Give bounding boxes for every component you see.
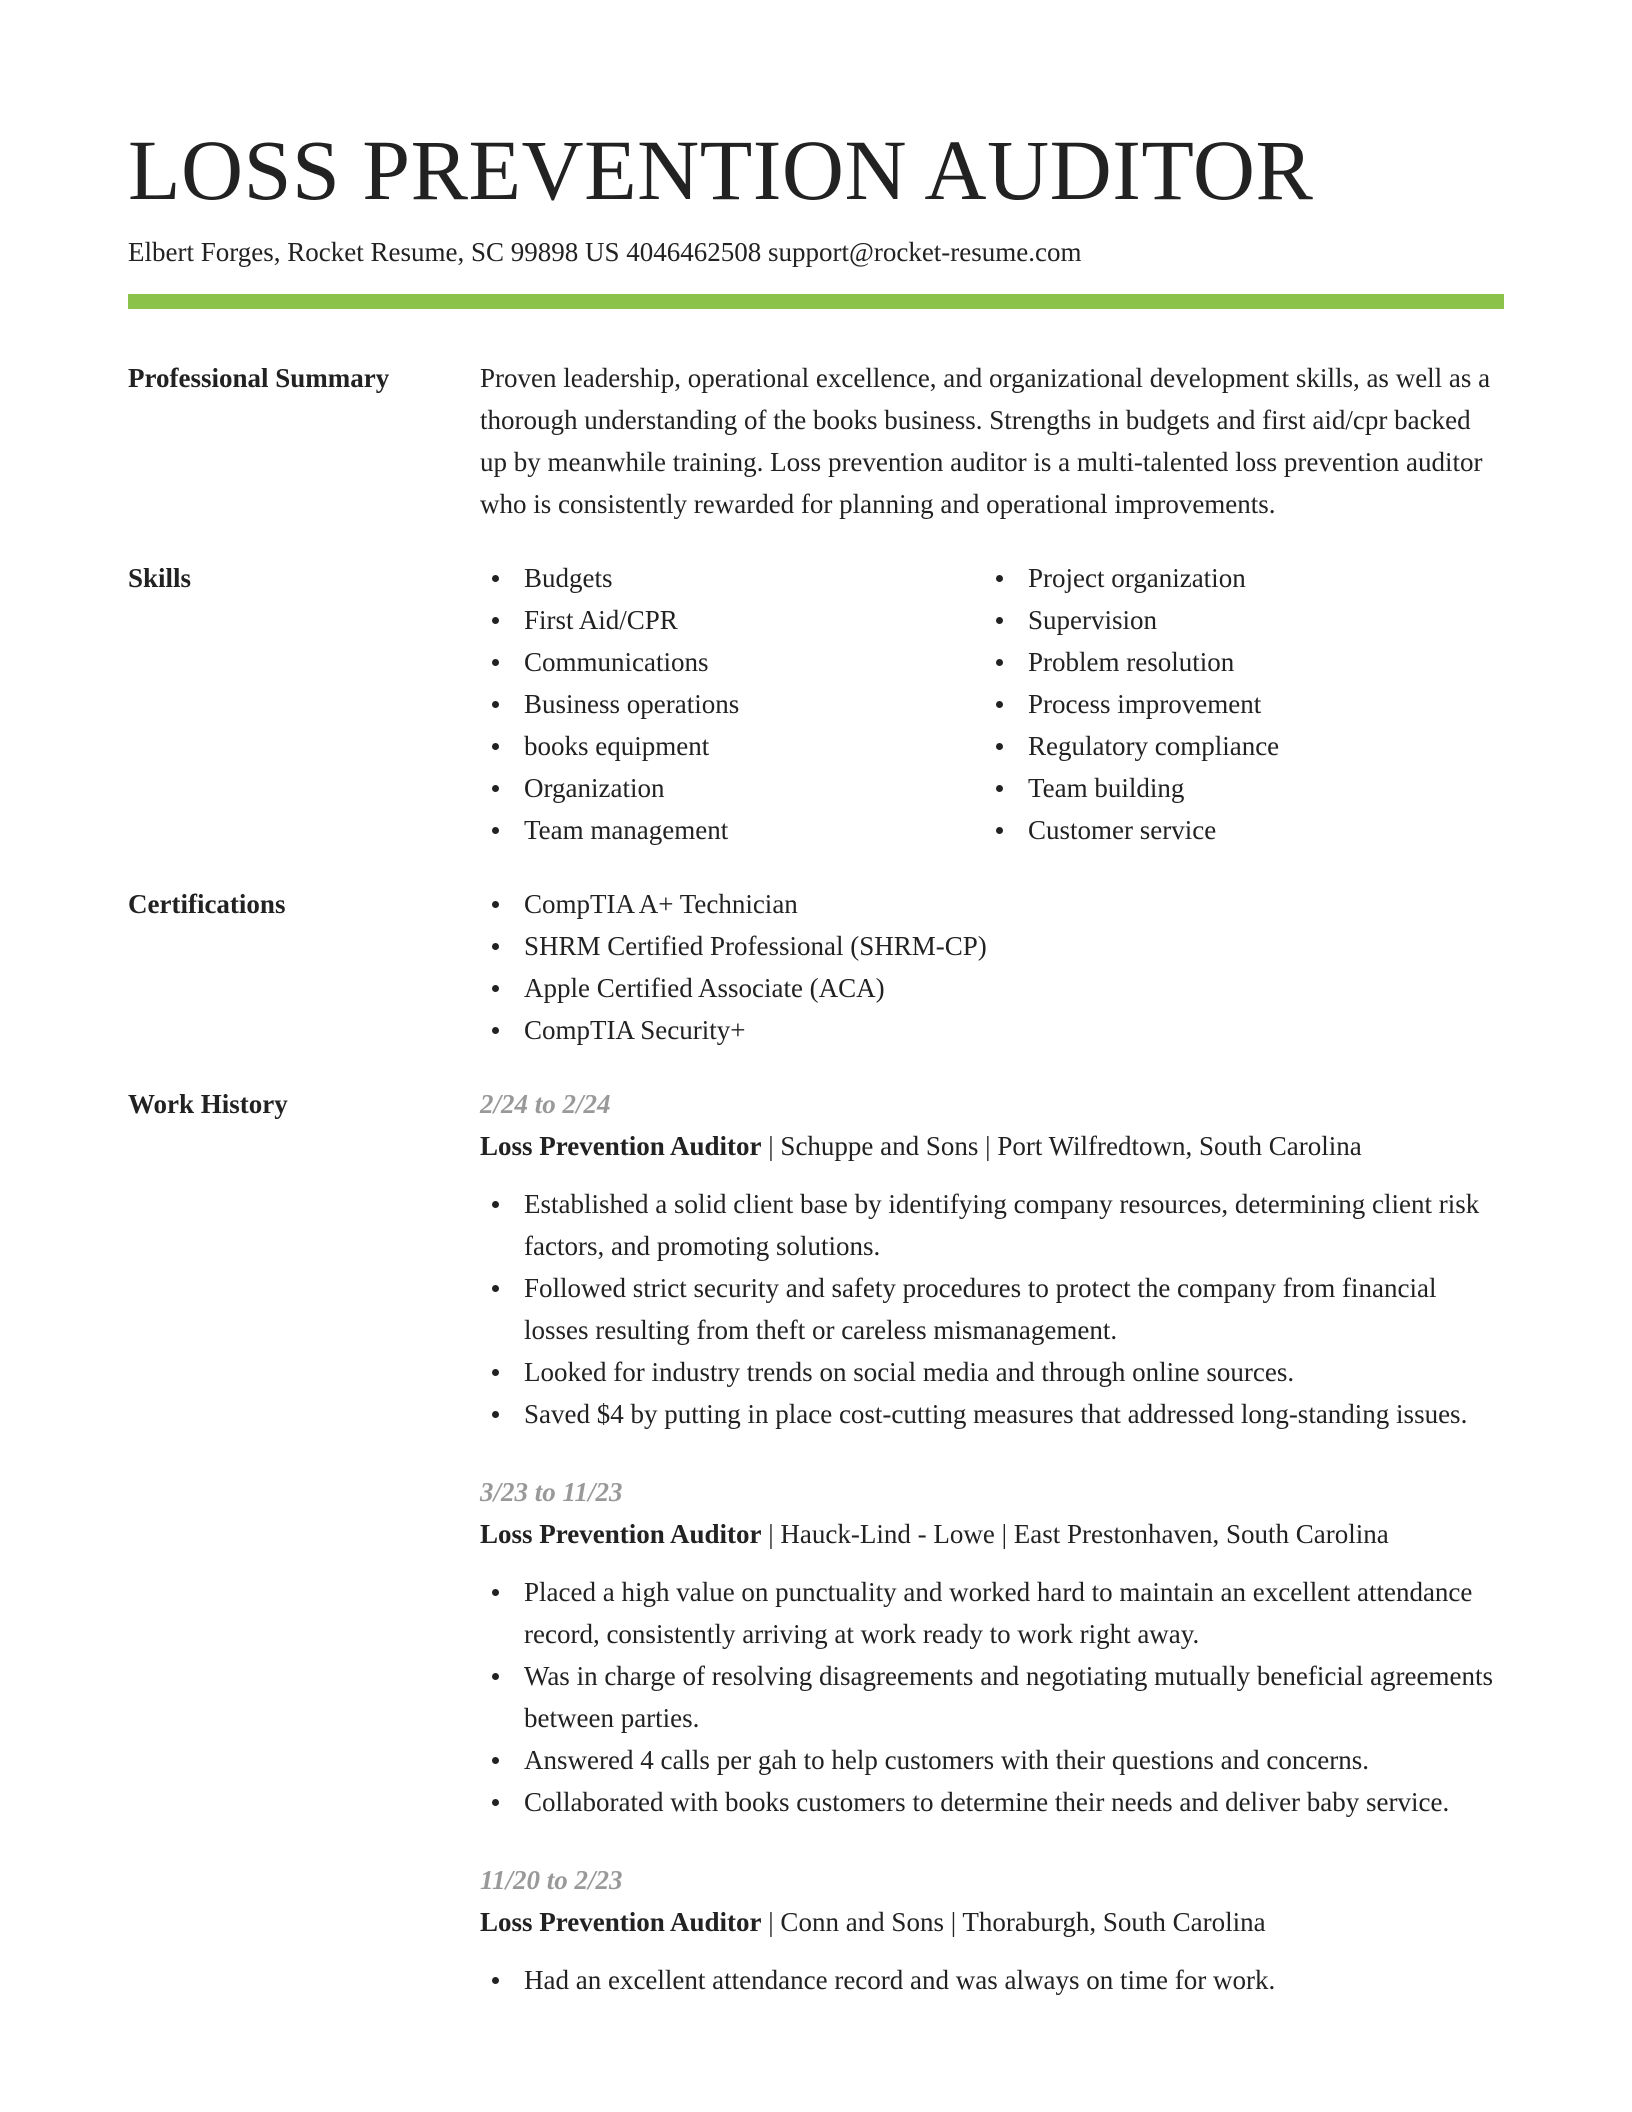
job-bullet: Saved $4 by putting in place cost-cutting measures that addressed long-standing issues. [480, 1393, 1504, 1435]
certification-item: Apple Certified Associate (ACA) [480, 967, 1504, 1009]
skill-item: Problem resolution [984, 641, 1488, 683]
certification-item: CompTIA A+ Technician [480, 883, 1504, 925]
section-label-skills: Skills [128, 563, 192, 593]
skill-item: Team management [480, 809, 984, 851]
skill-item: books equipment [480, 725, 984, 767]
contact-line: Elbert Forges, Rocket Resume, SC 99898 US 4046462508 support@rocket-resume.com [128, 237, 1082, 267]
skill-item: Project organization [984, 557, 1488, 599]
skill-item: Process improvement [984, 683, 1488, 725]
job-bullet: Had an excellent attendance record and was always on time for work. [480, 1959, 1504, 2001]
skills-columns [480, 557, 1504, 851]
job-bullet: Collaborated with books customers to determine their needs and deliver baby service. [480, 1781, 1504, 1823]
section-label-summary: Professional Summary [128, 363, 390, 393]
job-details: | Schuppe and Sons | Port Wilfredtown, South Carolina [761, 1131, 1362, 1161]
section-label-certifications: Certifications [128, 889, 286, 919]
skill-item: Supervision [984, 599, 1488, 641]
job-bullet: Followed strict security and safety procedures to protect the company from financial losses resulting from theft or careless mismanagement. [480, 1267, 1504, 1351]
certification-item: CompTIA Security+ [480, 1009, 1504, 1051]
skill-item: Customer service [984, 809, 1488, 851]
skill-item: Communications [480, 641, 984, 683]
skills-list-right [984, 557, 1488, 851]
job-title-line [480, 1125, 1504, 1167]
accent-divider [128, 294, 1504, 309]
job-title: Loss Prevention Auditor [480, 1519, 762, 1549]
job-title: Loss Prevention Auditor [480, 1907, 762, 1937]
certifications-list [480, 883, 1504, 1051]
summary-section [128, 357, 1504, 525]
resume-title: LOSS PREVENTION AUDITOR [128, 122, 1314, 218]
job-bullets [480, 1571, 1504, 1823]
work-history-body [480, 1083, 1504, 2037]
skills-list-left [480, 557, 984, 851]
skill-item: Team building [984, 767, 1488, 809]
job-bullets [480, 1183, 1504, 1435]
job-entry [480, 1083, 1504, 1435]
certification-item: SHRM Certified Professional (SHRM-CP) [480, 925, 1504, 967]
job-bullet: Placed a high value on punctuality and worked hard to maintain an excellent attendance record, consistently arriving at work ready to work right away. [480, 1571, 1504, 1655]
job-bullet: Answered 4 calls per gah to help customers with their questions and concerns. [480, 1739, 1504, 1781]
skill-item: Organization [480, 767, 984, 809]
skill-item: Regulatory compliance [984, 725, 1488, 767]
job-dates: 2/24 to 2/24 [480, 1089, 611, 1119]
job-bullet: Looked for industry trends on social media and through online sources. [480, 1351, 1504, 1393]
job-bullet: Established a solid client base by identifying company resources, determining client risk factors, and promoting solutions. [480, 1183, 1504, 1267]
work-history-section [128, 1083, 1504, 2037]
job-details: | Conn and Sons | Thoraburgh, South Carolina [761, 1907, 1266, 1937]
job-bullets [480, 1959, 1504, 2001]
job-dates: 3/23 to 11/23 [480, 1477, 623, 1507]
skill-item: Budgets [480, 557, 984, 599]
job-title-line [480, 1901, 1504, 1943]
skills-section [128, 557, 1504, 851]
job-entry [480, 1471, 1504, 1823]
job-bullet: Was in charge of resolving disagreements and negotiating mutually beneficial agreements between parties. [480, 1655, 1504, 1739]
skill-item: First Aid/CPR [480, 599, 984, 641]
job-title-line [480, 1513, 1504, 1555]
job-entry [480, 1859, 1504, 2001]
section-label-work-history: Work History [128, 1089, 288, 1119]
summary-text: Proven leadership, operational excellence, and organizational development skills, as well as a thorough understanding of the books business. Strengths in budgets and first aid/cpr backed up by meanwhile training. Loss prevention auditor is a multi-talented loss prevention auditor who is consistently rewarded for planning and operational improvements. [480, 363, 1491, 519]
job-title: Loss Prevention Auditor [480, 1131, 762, 1161]
skill-item: Business operations [480, 683, 984, 725]
job-dates: 11/20 to 2/23 [480, 1865, 623, 1895]
job-details: | Hauck-Lind - Lowe | East Prestonhaven, South Carolina [761, 1519, 1389, 1549]
certifications-body [480, 883, 1504, 1051]
certifications-section [128, 883, 1504, 1051]
